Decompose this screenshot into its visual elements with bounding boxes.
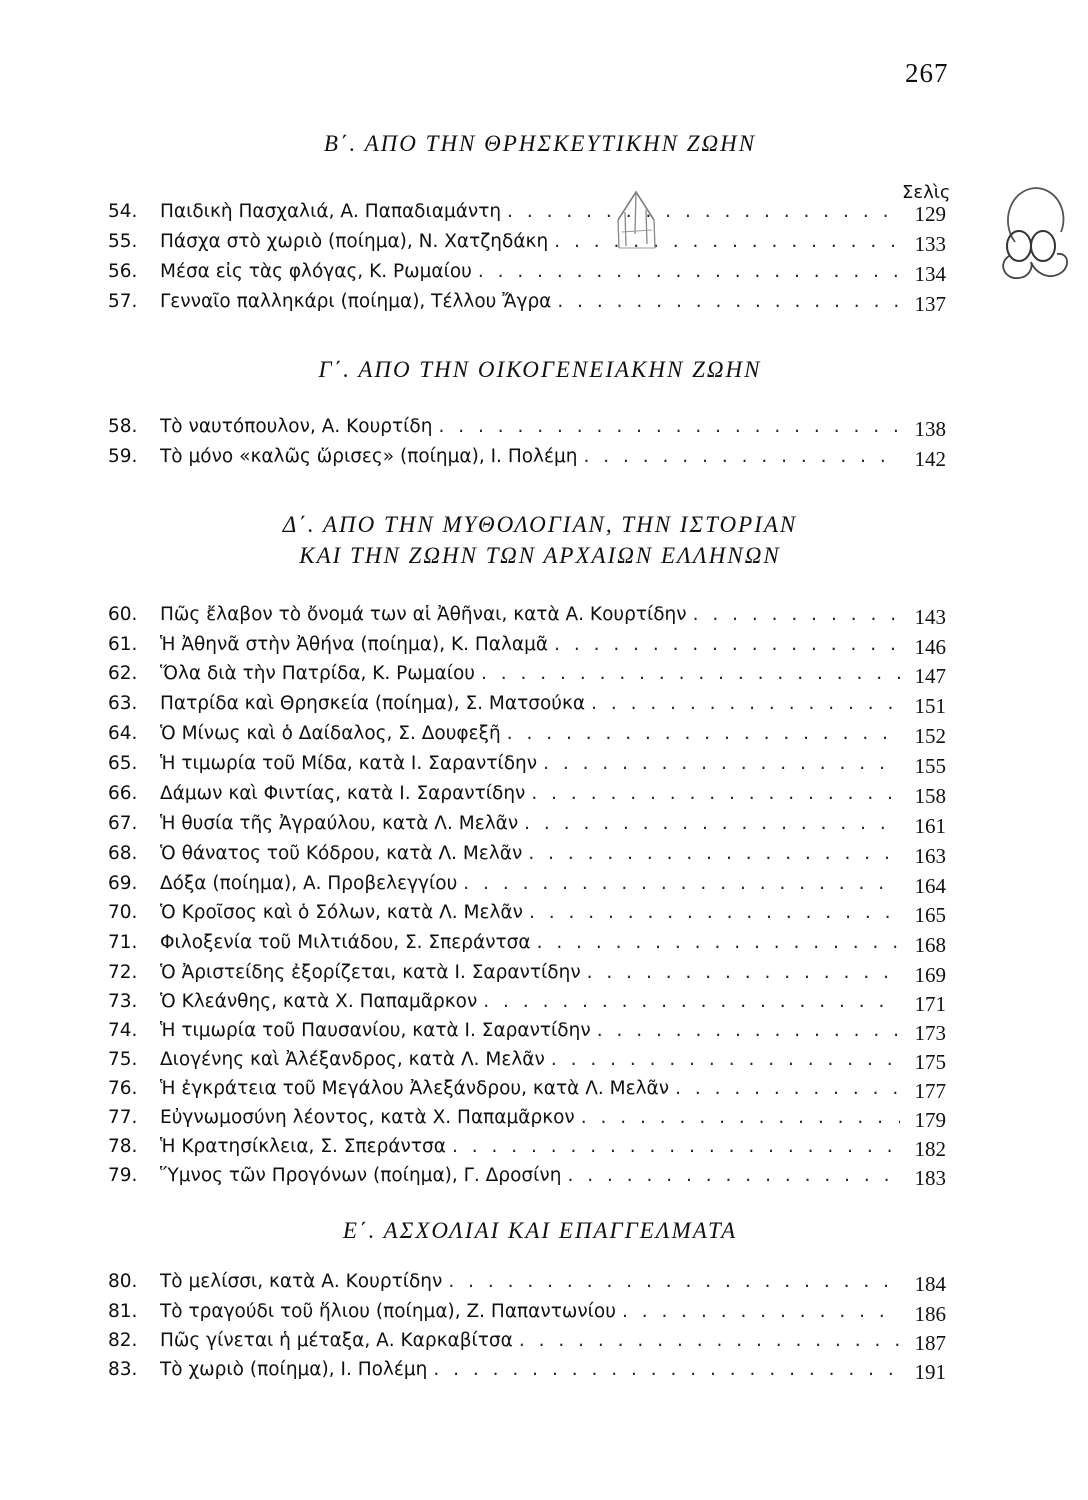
toc-entry: 54. Παιδικὴ Πασχαλιά, Α. Παπαδιαμάντη . . . 129 <box>108 198 946 228</box>
toc-entry: 76. Ἡ ἐγκράτεια τοῦ Μεγάλου Ἀλεξάνδρου, κατὰ Λ. Μελᾶν . . . 177 <box>108 1075 946 1105</box>
toc-entry: 62. Ὅλα διὰ τὴν Πατρίδα, Κ. Ρωμαίου . . . 147 <box>108 660 946 690</box>
page-column-header: Σελὶς <box>902 182 951 203</box>
toc-entry: 77. Εὐγνωμοσύνη λέοντος, κατὰ Χ. Παπαμᾶρκον . . . 179 <box>108 1104 946 1134</box>
section-heading-e: Ε΄. ΑΣΧΟΛΙΑΙ ΚΑΙ ΕΠΑΓΓΕΛΜΑΤΑ <box>342 1218 738 1243</box>
toc-entry: 79. Ὕμνος τῶν Προγόνων (ποίημα), Γ. Δροσίνη . . . 183 <box>108 1162 946 1192</box>
toc-entry: 57. Γενναῖο παλληκάρι (ποίημα), Τέλλου Ἄγρα . . . 137 <box>108 288 946 318</box>
toc-entry: 59. Τὸ μόνο «καλῶς ὥρισες» (ποίημα), Ι. Πολέμη . . . 142 <box>108 443 946 473</box>
toc-entry: 55. Πάσχα στὸ χωριὸ (ποίημα), Ν. Χατζηδάκη . . . 133 <box>108 228 946 258</box>
toc-entry: 67. Ἡ θυσία τῆς Ἀγραύλου, κατὰ Λ. Μελᾶν . . . 161 <box>108 810 946 840</box>
toc-entry: 70. Ὁ Κροῖσος καὶ ὁ Σόλων, κατὰ Λ. Μελᾶν . . . 165 <box>108 899 946 929</box>
toc-entry: 58. Τὸ ναυτόπουλον, Α. Κουρτίδη . . . 138 <box>108 413 946 443</box>
pencil-sketch-doodle <box>995 182 1073 292</box>
toc-entry: 74. Ἡ τιμωρία τοῦ Παυσανίου, κατὰ Ι. Σαραντίδην . . . 173 <box>108 1017 946 1047</box>
toc-entry: 66. Δάμων καὶ Φιντίας, κατὰ Ι. Σαραντίδην . . . 158 <box>108 780 946 810</box>
toc-entry: 65. Ἡ τιμωρία τοῦ Μίδα, κατὰ Ι. Σαραντίδην . . . 155 <box>108 750 946 780</box>
toc-entry: 60. Πῶς ἔλαβον τὸ ὄνομά των αἱ Ἀθῆναι, κατὰ Α. Κουρτίδην . . . 143 <box>108 601 946 631</box>
toc-entry: 83. Τὸ χωριὸ (ποίημα), Ι. Πολέμη . . . 191 <box>108 1356 946 1386</box>
toc-entry: 64. Ὁ Μίνως καὶ ὁ Δαίδαλος, Σ. Δουφεξῆ . . . 152 <box>108 720 946 750</box>
toc-entry: 71. Φιλοξενία τοῦ Μιλτιάδου, Σ. Σπεράντσα . . . 168 <box>108 929 946 959</box>
toc-entry: 82. Πῶς γίνεται ἡ μέταξα, Α. Καρκαβίτσα . . . 187 <box>108 1327 946 1357</box>
page-number: 267 <box>905 58 949 88</box>
toc-entry: 75. Διογένης καὶ Ἀλέξανδρος, κατὰ Λ. Μελᾶν . . . 175 <box>108 1046 946 1076</box>
toc-entry: 61. Ἡ Ἀθηνᾶ στὴν Ἀθήνα (ποίημα), Κ. Παλαμᾶ . . . 146 <box>108 631 946 661</box>
toc-entry: 69. Δόξα (ποίημα), Α. Προβελεγγίου . . . 164 <box>108 870 946 900</box>
toc-entry: 81. Τὸ τραγούδι τοῦ ἥλιου (ποίημα), Ζ. Παπαντωνίου . . . 186 <box>108 1298 946 1328</box>
toc-entry: 80. Τὸ μελίσσι, κατὰ Α. Κουρτίδην . . . 184 <box>108 1268 946 1298</box>
section-heading-d-line2: ΚΑΙ ΤΗΝ ΖΩΗΝ ΤΩΝ ΑΡΧΑΙΩΝ ΕΛΛΗΝΩΝ <box>299 543 781 568</box>
section-heading-c: Γ΄. ΑΠΟ ΤΗΝ ΟΙΚΟΓΕΝΕΙΑΚΗΝ ΖΩΗΝ <box>318 357 762 382</box>
toc-entry: 78. Ἡ Κρατησίκλεια, Σ. Σπεράντσα . . . 182 <box>108 1133 946 1163</box>
toc-entry: 56. Μέσα εἰς τὰς φλόγας, Κ. Ρωμαίου . . . 134 <box>108 258 946 288</box>
pencil-sketch-house <box>610 186 662 258</box>
toc-entry: 63. Πατρίδα καὶ Θρησκεία (ποίημα), Σ. Ματσούκα . . . 151 <box>108 690 946 720</box>
toc-entry: 72. Ὁ Ἀριστείδης ἐξορίζεται, κατὰ Ι. Σαραντίδην . . . 169 <box>108 959 946 989</box>
toc-entry: 68. Ὁ θάνατος τοῦ Κόδρου, κατὰ Λ. Μελᾶν . . . 163 <box>108 840 946 870</box>
section-heading-d-line1: Δ΄. ΑΠΟ ΤΗΝ ΜΥΘΟΛΟΓΙΑΝ, ΤΗΝ ΙΣΤΟΡΙΑΝ <box>282 512 798 537</box>
toc-entry: 73. Ὁ Κλεάνθης, κατὰ Χ. Παπαμᾶρκον . . . 171 <box>108 988 946 1018</box>
section-heading-b: Β΄. ΑΠΟ ΤΗΝ ΘΡΗΣΚΕΥΤΙΚΗΝ ΖΩΗΝ <box>323 131 757 156</box>
